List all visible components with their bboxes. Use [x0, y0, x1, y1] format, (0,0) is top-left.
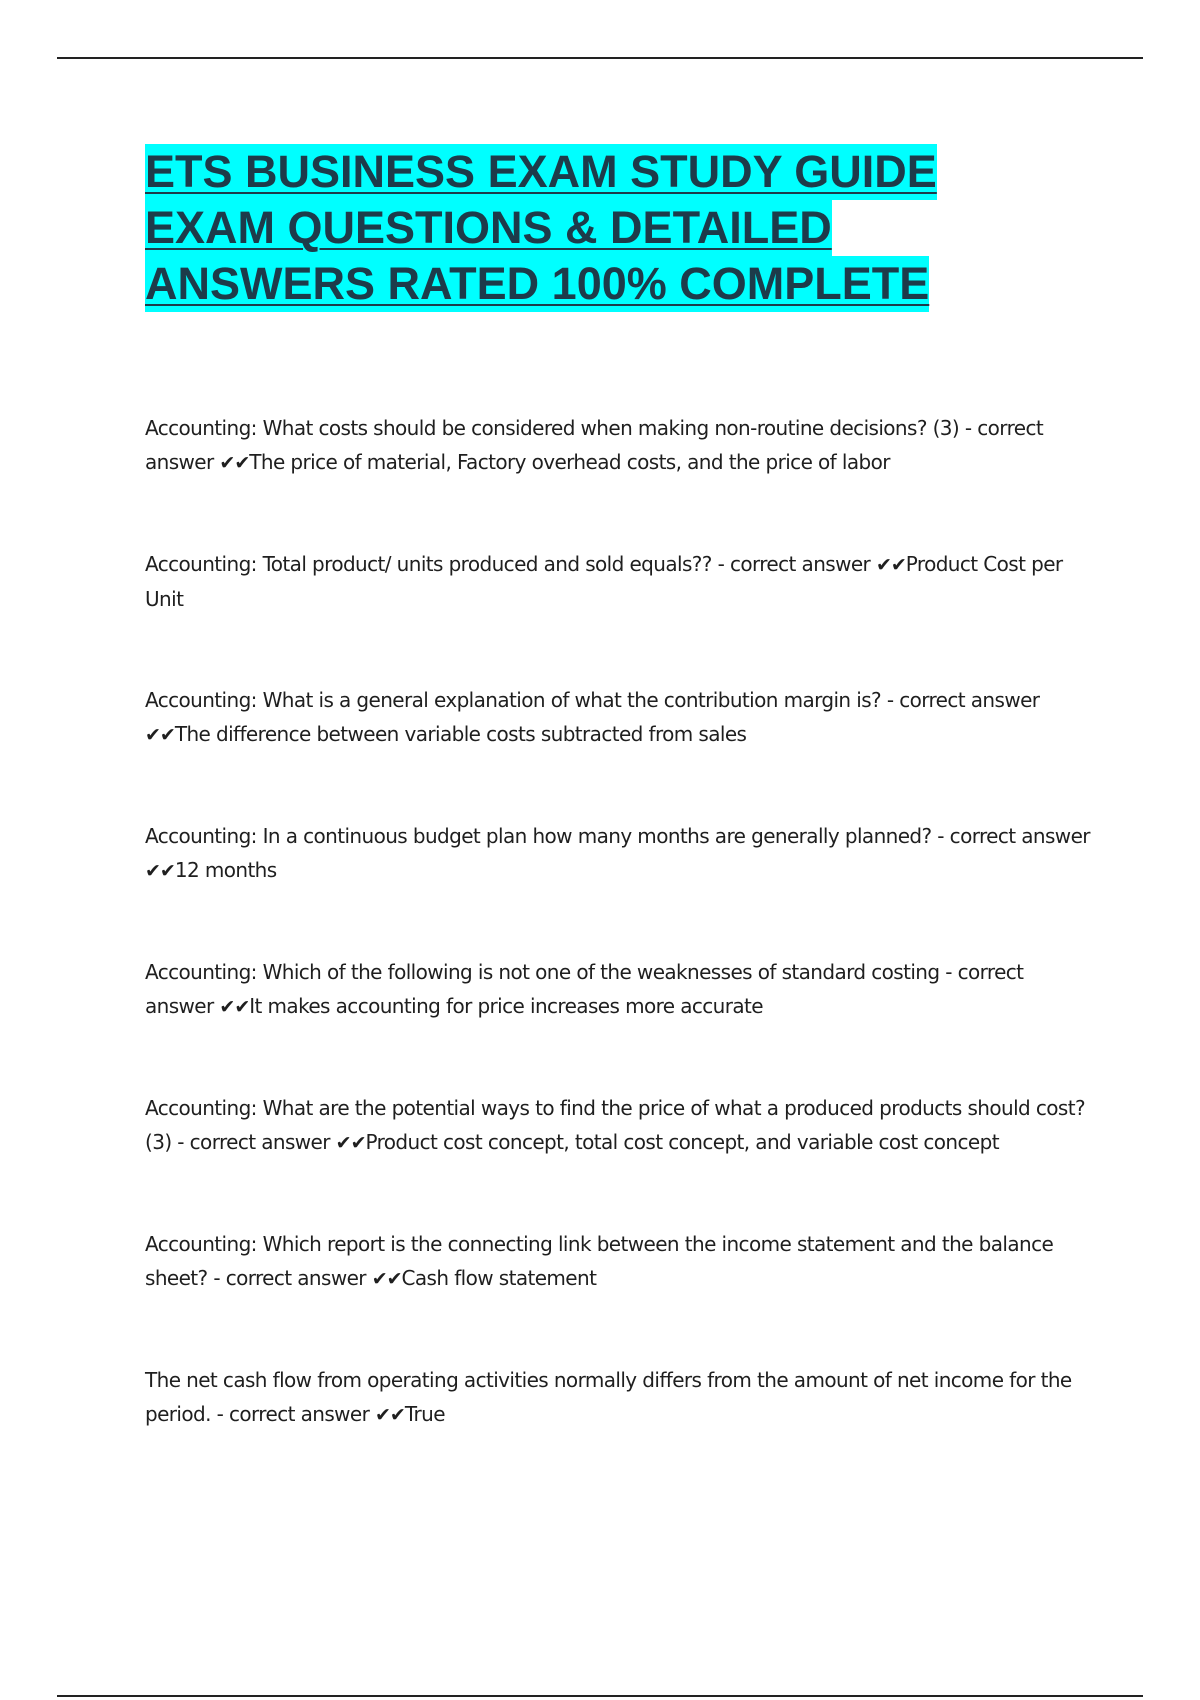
document-title [145, 144, 1085, 312]
check-icon: ✔✔ [371, 1268, 402, 1290]
question-text: Accounting: In a continuous budget plan how many months are generally planned? - correct answer [145, 824, 1090, 848]
footer-rule [57, 1695, 1143, 1697]
qa-item [145, 1363, 1095, 1432]
check-icon: ✔✔ [335, 1132, 366, 1154]
check-icon: ✔✔ [374, 1404, 405, 1426]
qa-item [145, 819, 1095, 888]
question-text: Accounting: Which report is the connecting link between the income statement and the balance sheet? - correct answer [145, 1232, 1054, 1290]
qa-item [145, 955, 1095, 1024]
check-icon: ✔✔ [145, 860, 175, 882]
check-icon: ✔✔ [145, 724, 175, 746]
question-text: The net cash flow from operating activities normally differs from the amount of net income for the period. - correct answer [145, 1368, 1072, 1426]
answer-text: It makes accounting for price increases more accurate [249, 994, 763, 1018]
title-line-1: ETS BUSINESS EXAM STUDY GUIDE [145, 144, 937, 200]
answer-text: Cash flow statement [401, 1266, 597, 1290]
question-text: Accounting: What is a general explanation of what the contribution margin is? - correct answer [145, 688, 1040, 712]
check-icon: ✔✔ [219, 452, 250, 474]
qa-item [145, 411, 1095, 480]
title-line-2: EXAM QUESTIONS & DETAILED [145, 200, 832, 256]
answer-text: True [404, 1402, 445, 1426]
qa-list [145, 411, 1095, 1432]
qa-item [145, 1227, 1095, 1296]
answer-text: 12 months [174, 858, 277, 882]
question-text: Accounting: What costs should be considered when making non-routine decisions? (3) - correct answer [145, 416, 1044, 474]
check-icon: ✔✔ [219, 996, 250, 1018]
question-text: Accounting: Which of the following is not one of the weaknesses of standard costing - correct answer [145, 960, 1024, 1018]
qa-item [145, 1091, 1095, 1160]
qa-item [145, 683, 1095, 752]
answer-text: The difference between variable costs subtracted from sales [174, 722, 747, 746]
answer-text: Product Cost per Unit [145, 552, 1063, 611]
title-line-3: ANSWERS RATED 100% COMPLETE [145, 256, 929, 312]
question-text: Accounting: What are the potential ways to find the price of what a produced products should cost? (3) - correct answer [145, 1096, 1085, 1154]
answer-text: The price of material, Factory overhead costs, and the price of labor [249, 450, 890, 474]
qa-item [145, 547, 1095, 616]
header-rule [57, 57, 1143, 59]
question-text: Accounting: Total product/ units produced and sold equals?? - correct answer [145, 552, 876, 576]
check-icon: ✔✔ [875, 554, 906, 576]
answer-text: Product cost concept, total cost concept, and variable cost concept [365, 1130, 999, 1154]
